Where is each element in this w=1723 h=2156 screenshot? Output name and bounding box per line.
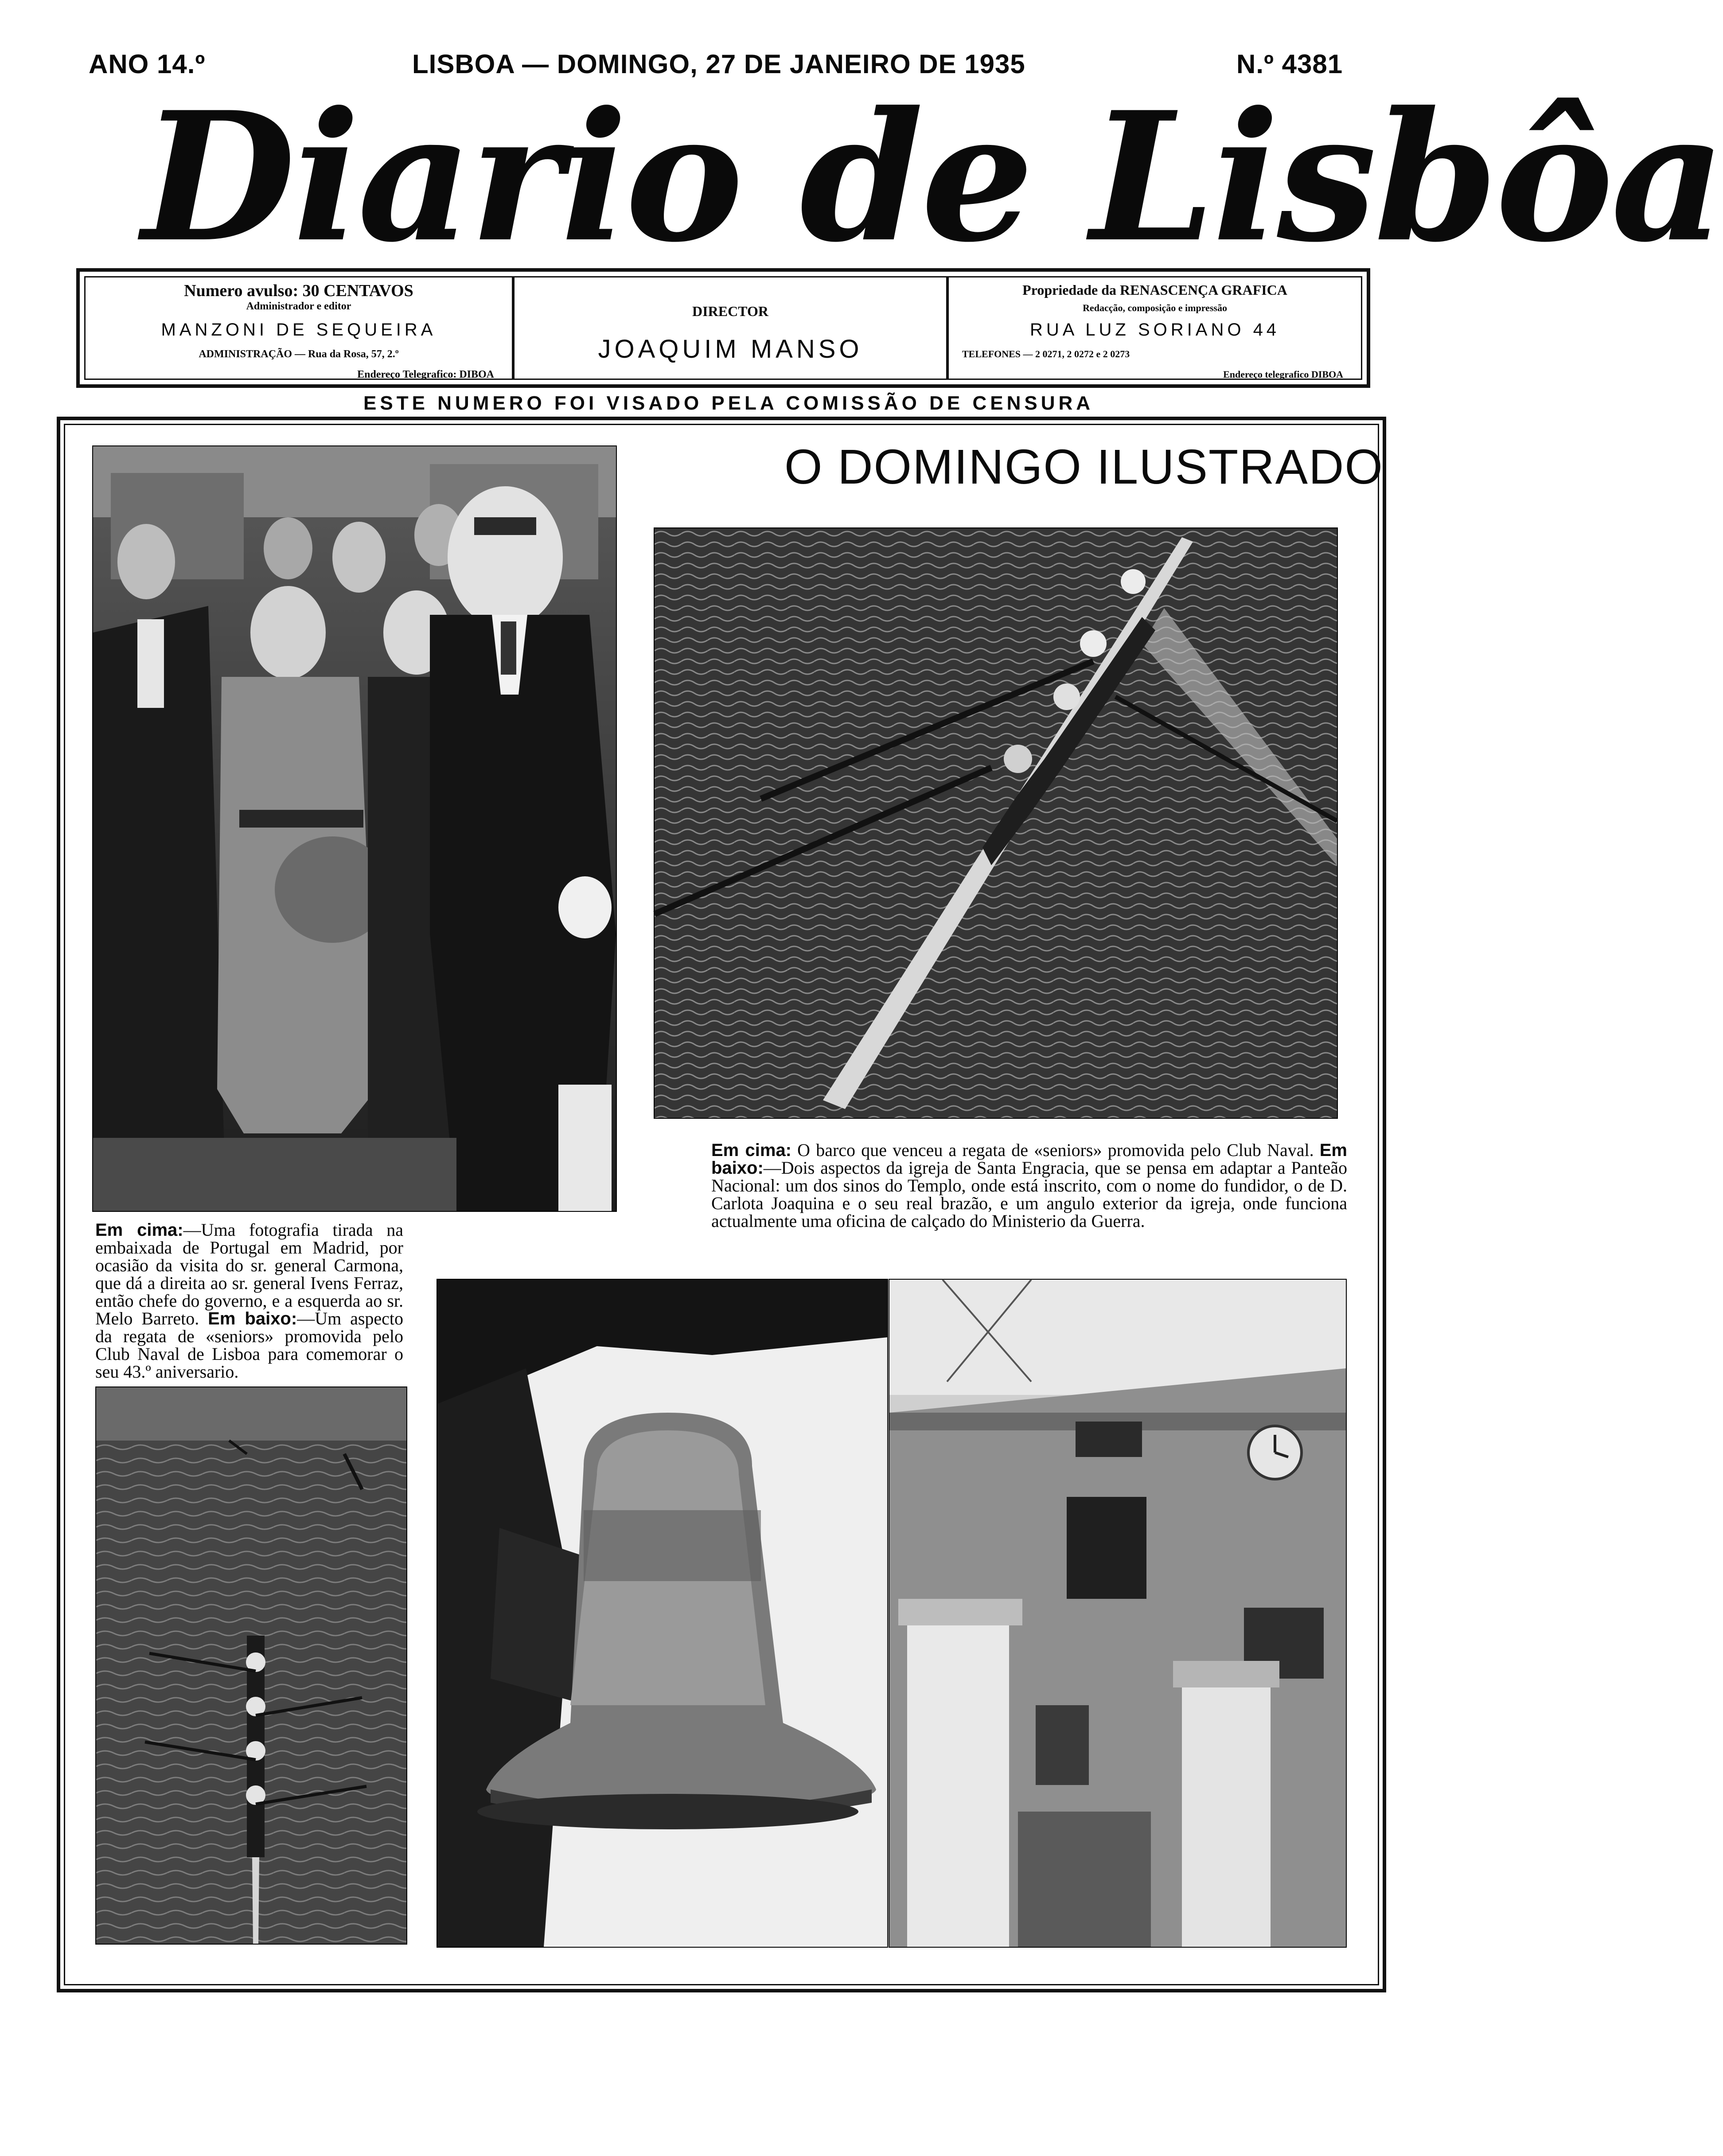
church-bell-photo-drawing xyxy=(437,1280,887,1947)
street-address: RUA LUZ SORIANO 44 xyxy=(1029,320,1280,340)
dateline: LISBOA — DOMINGO, 27 DE JANEIRO DE 1935 xyxy=(412,49,1025,79)
left-caption-label-top: Em cima: xyxy=(95,1220,183,1240)
director-role: DIRECTOR xyxy=(692,303,768,319)
newspaper-masthead: Diario de Lisbôa xyxy=(142,73,1723,281)
owner-line: Propriedade da RENASCENÇA GRAFICA xyxy=(1022,282,1287,298)
issue-number: N.º 4381 xyxy=(1236,49,1343,79)
editor-role: Administrador e editor xyxy=(246,301,351,312)
regatta-photo-drawing xyxy=(96,1387,406,1944)
administration-address: ADMINISTRAÇÃO — Rua da Rosa, 57, 2.º xyxy=(199,348,399,360)
winning-boat-photo-drawing xyxy=(655,528,1337,1118)
church-bell-photo xyxy=(437,1279,888,1948)
regatta-photo xyxy=(95,1387,407,1945)
right-caption-label-bottom: Em baixo: xyxy=(711,1140,1347,1178)
publication-info-box xyxy=(76,268,1370,388)
embassy-group-photo xyxy=(92,445,617,1212)
church-exterior-photo xyxy=(889,1279,1347,1948)
owner-column xyxy=(949,277,1361,379)
left-caption xyxy=(95,1221,403,1381)
censorship-notice: ESTE NUMERO FOI VISADO PELA COMISSÃO DE CENSURA xyxy=(363,392,1094,414)
year-label: ANO 14.º xyxy=(89,49,206,79)
phone-numbers: TELEFONES — 2 0271, 2 0272 e 2 0273 xyxy=(962,348,1130,359)
services-line: Redacção, composição e impressão xyxy=(1083,302,1227,313)
winning-boat-photo xyxy=(654,527,1338,1119)
left-caption-text-bottom: —Um aspecto da regata de «seniors» promovida pelo Club Naval de Lisboa para comemorar o seu 43.º aniversario. xyxy=(95,1308,404,1382)
church-exterior-photo-drawing xyxy=(889,1280,1346,1947)
right-caption xyxy=(711,1141,1347,1230)
director-name: JOAQUIM MANSO xyxy=(598,335,863,363)
editor-name: MANZONI DE SEQUEIRA xyxy=(161,320,437,340)
left-caption-label-bottom: Em baixo: xyxy=(208,1309,297,1328)
left-caption-text-top: —Uma fotografia tirada na embaixada de Portugal em Madrid, por ocasião da visita do sr. general Carmona, que dá a direita ao sr. general Ivens Ferraz, então chefe do governo, e a esquerda ao sr. Melo Barreto. xyxy=(95,1220,403,1328)
right-caption-text-top: O barco que venceu a regata de «seniors» promovida pelo Club Naval. xyxy=(791,1140,1314,1160)
telegraph-address-left: Endereço Telegrafico: DIBOA xyxy=(357,369,494,380)
section-title: O DOMINGO ILUSTRADO xyxy=(784,440,1384,494)
director-column xyxy=(515,277,949,379)
price-line: Numero avulso: 30 CENTAVOS xyxy=(184,281,413,300)
publisher-column xyxy=(86,277,515,379)
embassy-group-photo-drawing xyxy=(93,446,616,1211)
telegraph-address-right: Endereço telegrafico DIBOA xyxy=(1223,369,1343,380)
right-caption-label-top: Em cima: xyxy=(711,1140,792,1160)
right-caption-text-bottom: —Dois aspectos da igreja de Santa Engracia, que se pensa em adaptar a Panteão Nacional: um dos sinos do Templo, onde está inscrito, com o nome do fundidor, o de D. Carlota Joaquina e o seu real brazão, e um angulo exterior da igreja, onde funciona actualmente uma oficina de calçado do Ministerio da Guerra. xyxy=(711,1158,1347,1231)
